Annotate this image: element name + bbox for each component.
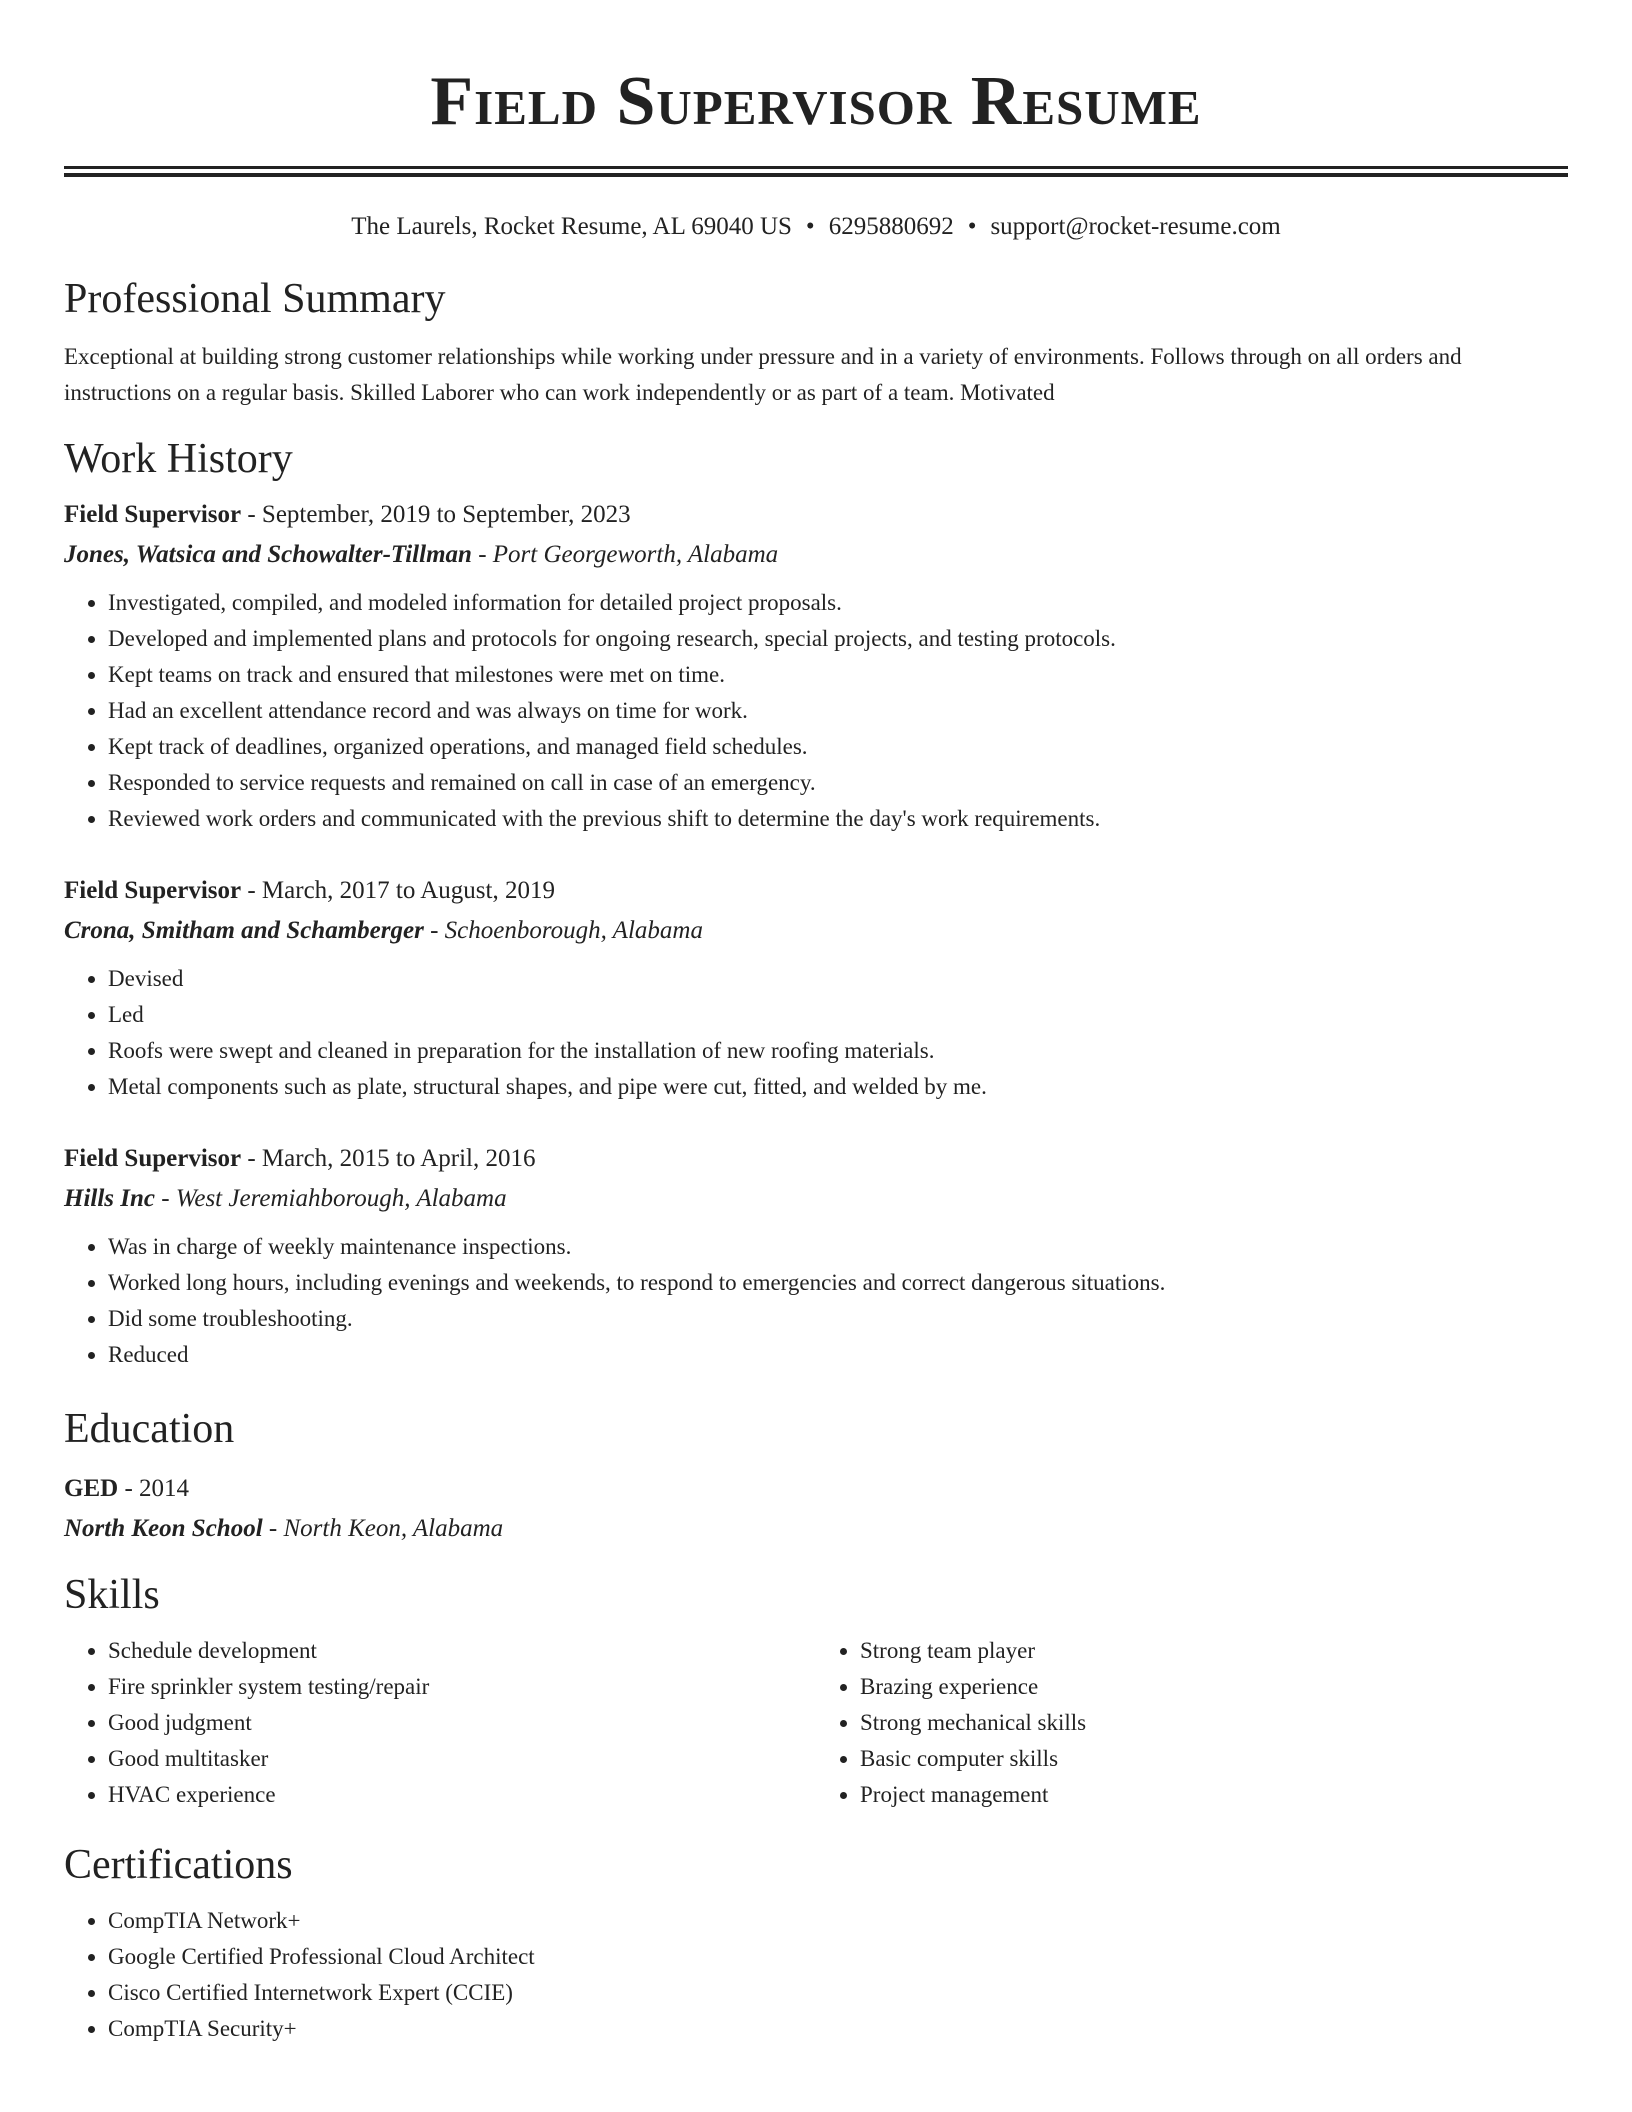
resume-title: Field Supervisor Resume [430, 63, 1202, 140]
list-item: • Schedule development [108, 1633, 816, 1669]
education-year: - 2014 [118, 1475, 190, 1502]
list-item: • Had an excellent attendance record and was always on time for work. [108, 693, 1568, 729]
education-location: - North Keon, Alabama [262, 1515, 504, 1542]
job-duties-list [64, 961, 1568, 1105]
job-header [64, 1139, 1568, 1179]
contact-phone: 6295880692 [828, 213, 954, 240]
list-item: • Good judgment [108, 1705, 816, 1741]
job-header [64, 495, 1568, 535]
job-header [64, 871, 1568, 911]
contact-address: The Laurels, Rocket Resume, AL 69040 US [351, 213, 792, 240]
job-entry-3 [64, 1139, 1568, 1373]
education-header [64, 1469, 1568, 1509]
list-item: • Fire sprinkler system testing/repair [108, 1669, 816, 1705]
job-employer [64, 1179, 1568, 1219]
list-item: • Brazing experience [860, 1669, 1568, 1705]
skills-grid [64, 1633, 1568, 1813]
list-item: • Google Certified Professional Cloud Architect [108, 1939, 1568, 1975]
list-item: • Strong team player [860, 1633, 1568, 1669]
certifications-heading: Certifications [64, 1842, 293, 1888]
skills-heading: Skills [64, 1572, 160, 1618]
list-item: • Reviewed work orders and communicated with the previous shift to determine the day's work requirements. [108, 801, 1568, 837]
education-school: North Keon School [64, 1515, 263, 1542]
list-item: • Developed and implemented plans and protocols for ongoing research, special projects, and testing protocols. [108, 621, 1568, 657]
list-item: • Led [108, 997, 1568, 1033]
job-duties-list [64, 1229, 1568, 1373]
job-employer [64, 535, 1568, 575]
job-entry-2 [64, 871, 1568, 1105]
skills-list-right [816, 1633, 1568, 1813]
list-item: • Strong mechanical skills [860, 1705, 1568, 1741]
certifications-list [64, 1903, 1568, 2047]
job-role: Field Supervisor [64, 501, 242, 528]
list-item: • HVAC experience [108, 1777, 816, 1813]
list-item: • Worked long hours, including evenings and weekends, to respond to emergencies and correct dangerous situations. [108, 1265, 1568, 1301]
job-company: Crona, Smitham and Schamberger [64, 917, 424, 944]
list-item: • Kept teams on track and ensured that milestones were met on time. [108, 657, 1568, 693]
resume-page [64, 0, 1568, 2047]
job-location: - Port Georgeworth, Alabama [471, 541, 779, 568]
list-item: • Responded to service requests and remained on call in case of an emergency. [108, 765, 1568, 801]
list-item: • Metal components such as plate, structural shapes, and pipe were cut, fitted, and welded by me. [108, 1069, 1568, 1105]
education-entry [64, 1469, 1568, 1549]
bullet-separator: • [967, 213, 977, 240]
job-location: - West Jeremiahborough, Alabama [155, 1185, 507, 1212]
title-double-rule [64, 166, 1568, 177]
job-dates: - September, 2019 to September, 2023 [241, 501, 631, 528]
list-item: • Was in charge of weekly maintenance inspections. [108, 1229, 1568, 1265]
education-school-line [64, 1509, 1568, 1549]
list-item: • Cisco Certified Internetwork Expert (CCIE) [108, 1975, 1568, 2011]
list-item: • Roofs were swept and cleaned in preparation for the installation of new roofing materials. [108, 1033, 1568, 1069]
job-company: Jones, Watsica and Schowalter-Tillman [64, 541, 472, 568]
list-item: • CompTIA Security+ [108, 2011, 1568, 2047]
job-employer [64, 911, 1568, 951]
job-dates: - March, 2017 to August, 2019 [241, 877, 555, 904]
list-item: • Reduced [108, 1337, 1568, 1373]
list-item: • Project management [860, 1777, 1568, 1813]
job-role: Field Supervisor [64, 877, 242, 904]
list-item: • Investigated, compiled, and modeled information for detailed project proposals. [108, 585, 1568, 621]
education-heading: Education [64, 1406, 235, 1452]
job-location: - Schoenborough, Alabama [423, 917, 703, 944]
job-dates: - March, 2015 to April, 2016 [241, 1145, 536, 1172]
work-history-heading: Work History [64, 436, 293, 482]
list-item: • Good multitasker [108, 1741, 816, 1777]
list-item: • CompTIA Network+ [108, 1903, 1568, 1939]
education-degree: GED [64, 1475, 119, 1502]
job-company: Hills Inc [64, 1185, 155, 1212]
skills-list-left [64, 1633, 816, 1813]
summary-text: Exceptional at building strong customer relationships while working under pressure and in a variety of environments. Follows through on all orders and instructions on a regular basis. Skilled Laborer who can work independently or as part of a team. Motivated [64, 344, 1462, 405]
list-item: • Kept track of deadlines, organized operations, and managed field schedules. [108, 729, 1568, 765]
list-item: • Devised [108, 961, 1568, 997]
contact-line [64, 211, 1568, 243]
list-item: • Did some troubleshooting. [108, 1301, 1568, 1337]
job-role: Field Supervisor [64, 1145, 242, 1172]
list-item: • Basic computer skills [860, 1741, 1568, 1777]
contact-email: support@rocket-resume.com [990, 213, 1281, 240]
summary-heading: Professional Summary [64, 276, 446, 322]
job-duties-list [64, 585, 1568, 837]
bullet-separator: • [805, 213, 815, 240]
job-entry-1 [64, 495, 1568, 837]
